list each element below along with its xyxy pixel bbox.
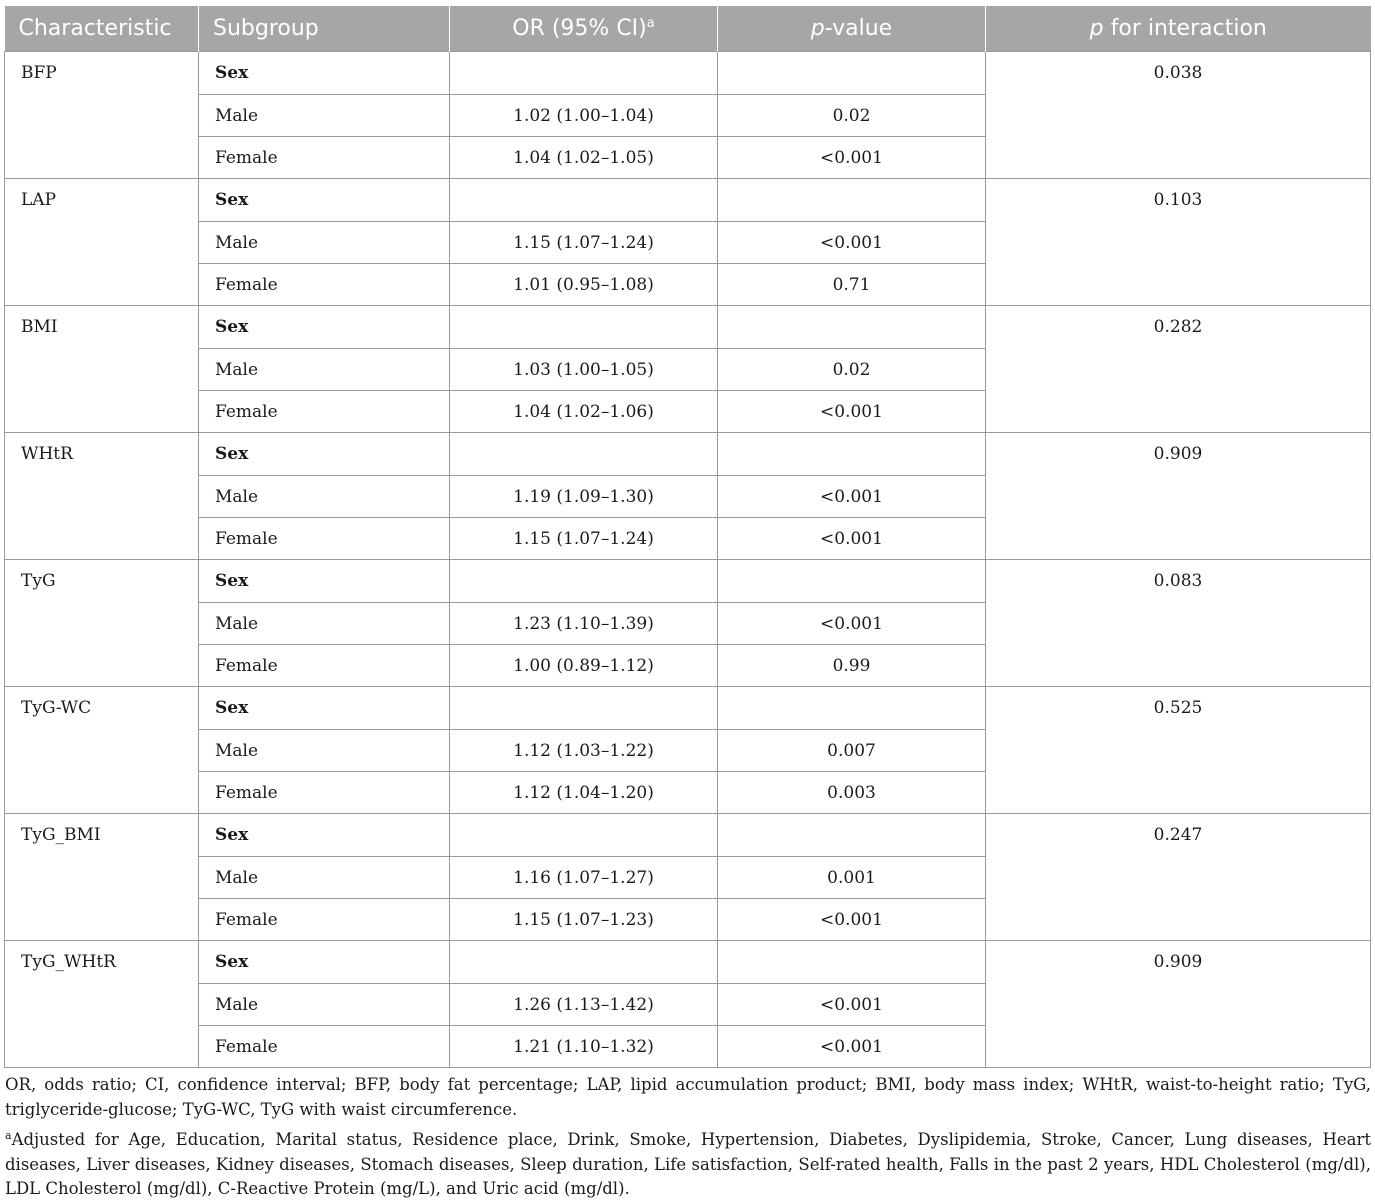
p-value-cell: <0.001 — [718, 222, 986, 264]
header-characteristic: Characteristic — [5, 6, 199, 52]
subgroup-cell: Female — [199, 137, 450, 179]
characteristic-cell: TyG_WHtR — [5, 941, 199, 1068]
p-value-cell: 0.02 — [718, 349, 986, 391]
p-value-cell: <0.001 — [718, 518, 986, 560]
table-row-group-head — [5, 306, 1371, 349]
subgroup-cell: Female — [199, 391, 450, 433]
header-p-value — [718, 6, 986, 52]
subgroup-cell: Female — [199, 1026, 450, 1068]
or-ci-cell: 1.04 (1.02–1.06) — [450, 391, 718, 433]
p-interaction-cell: 0.909 — [986, 433, 1371, 560]
subgroup-cell: Male — [199, 349, 450, 391]
subgroup-cell: Male — [199, 222, 450, 264]
p-value-cell — [718, 941, 986, 984]
table-row-group-head — [5, 433, 1371, 476]
p-interaction-cell: 0.909 — [986, 941, 1371, 1068]
or-ci-cell: 1.23 (1.10–1.39) — [450, 603, 718, 645]
or-ci-cell — [450, 306, 718, 349]
or-ci-cell: 1.19 (1.09–1.30) — [450, 476, 718, 518]
p-value-cell — [718, 687, 986, 730]
characteristic-cell: TyG_BMI — [5, 814, 199, 941]
or-ci-cell: 1.15 (1.07–1.24) — [450, 222, 718, 264]
or-ci-cell: 1.01 (0.95–1.08) — [450, 264, 718, 306]
or-ci-cell: 1.00 (0.89–1.12) — [450, 645, 718, 687]
subgroup-cell: Female — [199, 645, 450, 687]
p-value-cell: <0.001 — [718, 476, 986, 518]
subgroup-cell: Female — [199, 772, 450, 814]
or-ci-cell — [450, 560, 718, 603]
header-or-ci-label: OR (95% CI) — [512, 16, 647, 41]
p-value-cell: 0.001 — [718, 857, 986, 899]
p-value-cell: <0.001 — [718, 603, 986, 645]
subgroup-cell: Sex — [199, 52, 450, 95]
subgroup-cell: Male — [199, 857, 450, 899]
table-footnotes — [5, 1073, 1371, 1202]
p-value-cell: <0.001 — [718, 137, 986, 179]
p-value-cell — [718, 179, 986, 222]
header-or-ci-footnote-mark: a — [646, 16, 655, 31]
or-ci-cell — [450, 687, 718, 730]
or-ci-cell: 1.26 (1.13–1.42) — [450, 984, 718, 1026]
p-value-cell: 0.71 — [718, 264, 986, 306]
subgroup-cell: Female — [199, 899, 450, 941]
header-p-italic: p — [810, 16, 825, 41]
characteristic-cell: TyG-WC — [5, 687, 199, 814]
p-value-cell: 0.007 — [718, 730, 986, 772]
p-interaction-cell: 0.282 — [986, 306, 1371, 433]
or-ci-cell — [450, 814, 718, 857]
p-interaction-cell: 0.247 — [986, 814, 1371, 941]
p-value-cell: 0.003 — [718, 772, 986, 814]
header-p-value-suffix: -value — [824, 16, 893, 41]
footnote-adjusted-text: Adjusted for Age, Education, Marital status, Residence place, Drink, Smoke, Hypertension, Diabetes, Dyslipidemia, Stroke, Cancer, Lung diseases, Heart diseases, Liver diseases, Kidney diseases, Stomach diseases, Sleep duration, Life satisfaction, Self-rated health, Falls in the past 2 years, HDL Cholesterol (mg/dl), LDL Cholesterol (mg/dl), C-Reactive Protein (mg/L), and Uric acid (mg/dl). — [5, 1130, 1371, 1198]
characteristic-cell: LAP — [5, 179, 199, 306]
characteristic-cell: TyG — [5, 560, 199, 687]
p-value-cell: <0.001 — [718, 984, 986, 1026]
p-value-cell — [718, 433, 986, 476]
p-value-cell: <0.001 — [718, 1026, 986, 1068]
or-ci-cell — [450, 433, 718, 476]
subgroup-cell: Sex — [199, 560, 450, 603]
p-interaction-cell: 0.525 — [986, 687, 1371, 814]
footnote-abbreviations: OR, odds ratio; CI, confidence interval; BFP, body fat percentage; LAP, lipid accumulation product; BMI, body mass index; WHtR, waist-to-height ratio; TyG, triglyceride-glucose; TyG-WC, TyG with waist circumference. — [5, 1075, 1371, 1119]
or-ci-cell — [450, 941, 718, 984]
header-or-ci — [450, 6, 718, 52]
header-subgroup: Subgroup — [199, 6, 450, 52]
table-row-group-head — [5, 814, 1371, 857]
footnote-adjusted-marker: a — [5, 1129, 12, 1142]
header-row — [5, 6, 1371, 52]
p-interaction-cell: 0.103 — [986, 179, 1371, 306]
header-p-italic-2: p — [1089, 16, 1104, 41]
or-ci-cell — [450, 52, 718, 95]
subgroup-cell: Sex — [199, 941, 450, 984]
characteristic-cell: WHtR — [5, 433, 199, 560]
p-value-cell: <0.001 — [718, 391, 986, 433]
p-value-cell — [718, 814, 986, 857]
characteristic-cell: BFP — [5, 52, 199, 179]
subgroup-cell: Male — [199, 603, 450, 645]
or-ci-cell — [450, 179, 718, 222]
subgroup-cell: Sex — [199, 687, 450, 730]
or-ci-cell: 1.04 (1.02–1.05) — [450, 137, 718, 179]
subgroup-cell: Female — [199, 518, 450, 560]
table-header — [5, 6, 1371, 52]
subgroup-cell: Sex — [199, 433, 450, 476]
p-value-cell: 0.99 — [718, 645, 986, 687]
table-row-group-head — [5, 941, 1371, 984]
subgroup-cell: Male — [199, 476, 450, 518]
or-ci-cell: 1.15 (1.07–1.23) — [450, 899, 718, 941]
footnote-adjusted — [5, 1124, 1371, 1202]
subgroup-cell: Female — [199, 264, 450, 306]
table-row-group-head — [5, 560, 1371, 603]
or-ci-cell: 1.21 (1.10–1.32) — [450, 1026, 718, 1068]
or-ci-cell: 1.15 (1.07–1.24) — [450, 518, 718, 560]
characteristic-cell: BMI — [5, 306, 199, 433]
subgroup-cell: Sex — [199, 306, 450, 349]
subgroup-cell: Male — [199, 730, 450, 772]
subgroup-cell: Male — [199, 95, 450, 137]
results-table — [4, 6, 1371, 1068]
table-row-group-head — [5, 179, 1371, 222]
or-ci-cell: 1.12 (1.03–1.22) — [450, 730, 718, 772]
subgroup-cell: Sex — [199, 814, 450, 857]
p-value-cell: <0.001 — [718, 899, 986, 941]
table-body — [5, 52, 1371, 1068]
p-value-cell: 0.02 — [718, 95, 986, 137]
or-ci-cell: 1.03 (1.00–1.05) — [450, 349, 718, 391]
header-p-interaction — [986, 6, 1371, 52]
p-value-cell — [718, 306, 986, 349]
subgroup-cell: Sex — [199, 179, 450, 222]
p-value-cell — [718, 560, 986, 603]
table-row-group-head — [5, 687, 1371, 730]
header-p-interaction-suffix: for interaction — [1103, 16, 1267, 41]
or-ci-cell: 1.02 (1.00–1.04) — [450, 95, 718, 137]
or-ci-cell: 1.12 (1.04–1.20) — [450, 772, 718, 814]
p-interaction-cell: 0.038 — [986, 52, 1371, 179]
p-value-cell — [718, 52, 986, 95]
subgroup-cell: Male — [199, 984, 450, 1026]
or-ci-cell: 1.16 (1.07–1.27) — [450, 857, 718, 899]
table-row-group-head — [5, 52, 1371, 95]
p-interaction-cell: 0.083 — [986, 560, 1371, 687]
